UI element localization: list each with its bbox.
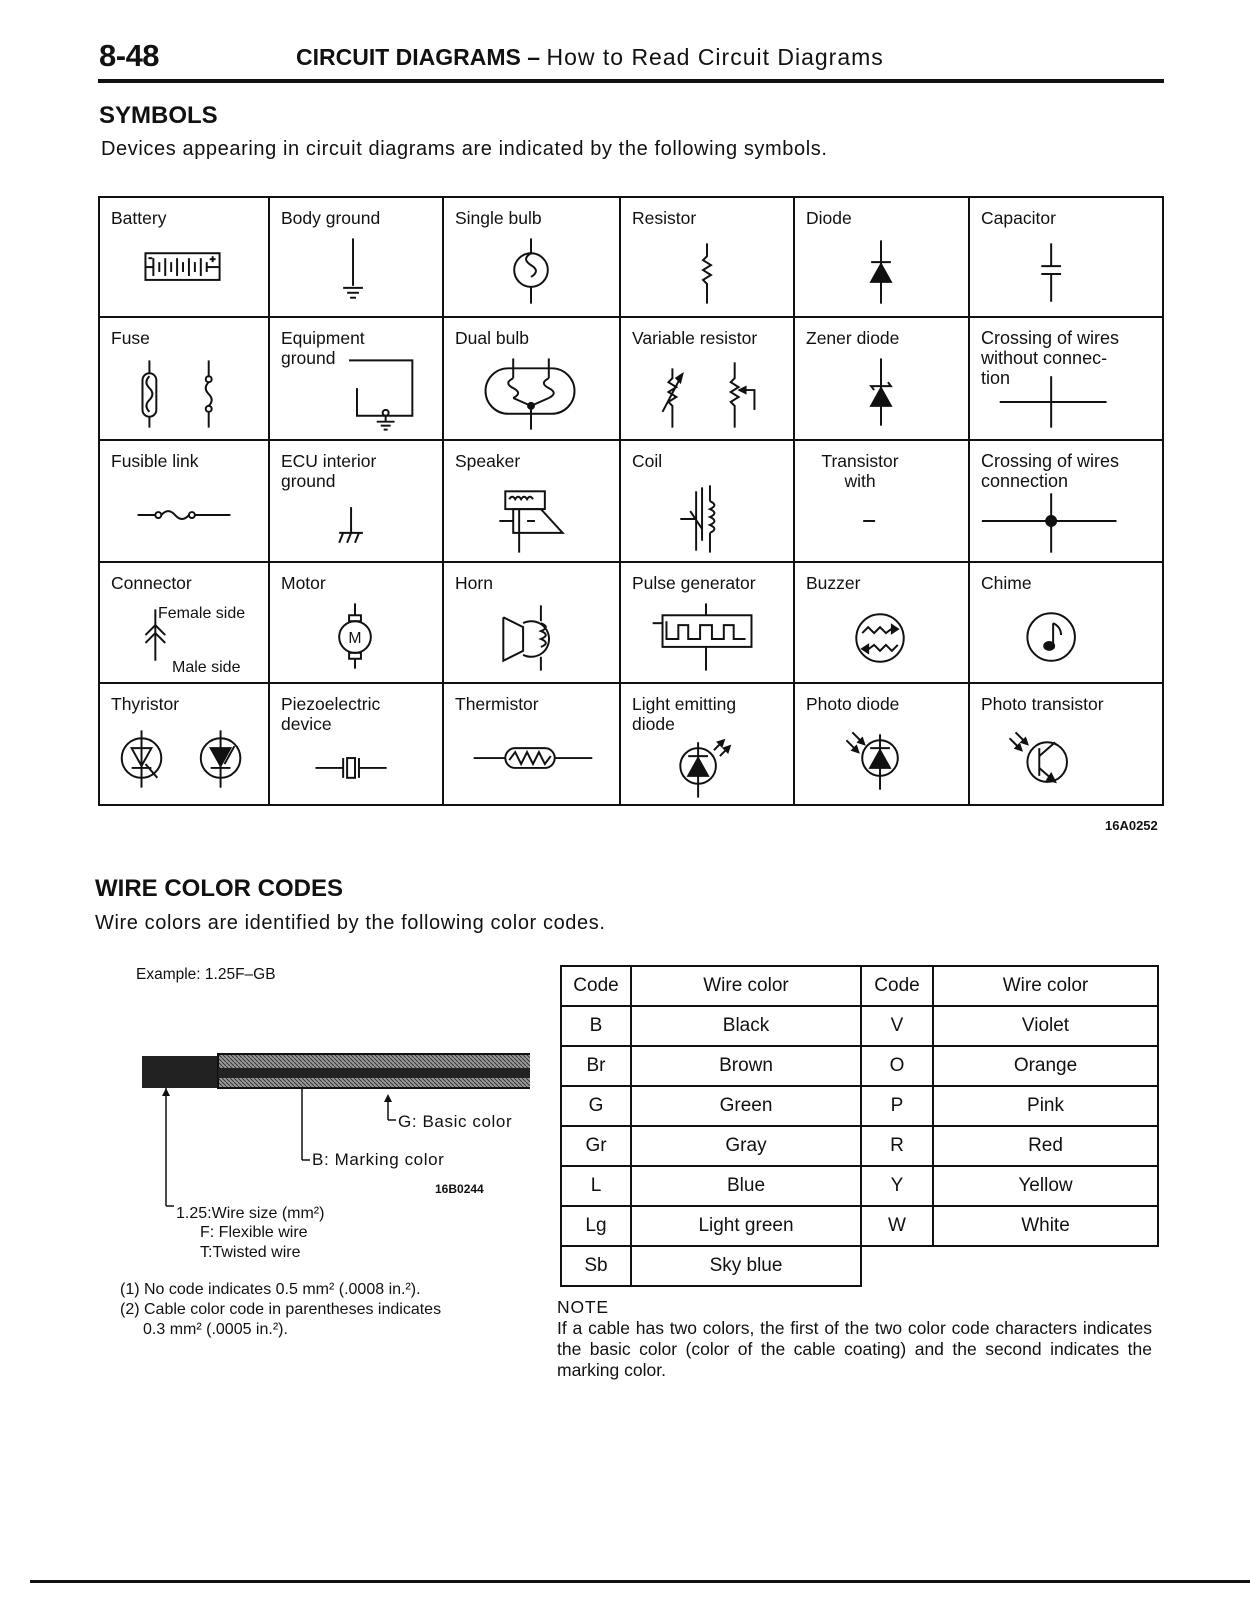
title-dash: – [527, 44, 541, 70]
wire-size-label: 1.25:Wire size (mm²) [176, 1205, 325, 1222]
header-rule [98, 79, 1164, 83]
color-code: Gr [561, 1126, 631, 1166]
chime-icon [970, 563, 1162, 681]
color-code: B [561, 1006, 631, 1046]
empty-cell [861, 1246, 933, 1286]
symbol-cell-body-ground [269, 197, 443, 317]
symbol-cell-transistor [794, 440, 969, 562]
horn-icon [444, 563, 619, 681]
symbol-cell-fusible-link [99, 440, 269, 562]
wire-example: Example: 1.25F–GB [136, 966, 276, 983]
color-name: Light green [631, 1206, 861, 1246]
coil-icon [621, 441, 793, 561]
equipment-ground-icon [270, 318, 442, 438]
wire-codes-intro: Wire colors are identified by the following color codes. [95, 912, 606, 934]
wire-codes-heading: WIRE COLOR CODES [95, 875, 344, 902]
resistor-icon [621, 198, 793, 316]
transistor-icon [795, 441, 968, 561]
color-code: W [861, 1206, 933, 1246]
wire-crossing-icon [970, 318, 1162, 438]
color-name: Brown [631, 1046, 861, 1086]
thyristor-icon [100, 684, 268, 804]
symbol-label: Piezoelectric device [281, 693, 381, 734]
section-subtitle: How to Read Circuit Diagrams [546, 44, 884, 70]
symbol-label: Photo transistor [981, 693, 1104, 714]
pulse-generator-icon [621, 563, 793, 681]
fuse-icon [100, 318, 268, 438]
color-name: Blue [631, 1166, 861, 1206]
symbol-cell-capacitor [969, 197, 1163, 317]
symbol-label: Crossing of wires connection [981, 450, 1120, 491]
symbols-heading: SYMBOLS [99, 102, 218, 129]
symbol-cell-ecu-ground [269, 440, 443, 562]
twisted-wire-label: T:Twisted wire [200, 1244, 301, 1261]
connector-icon [100, 563, 268, 681]
table-header: Wire color [631, 966, 861, 1006]
symbol-label: Thyristor [111, 693, 180, 714]
zener-diode-icon [795, 318, 968, 438]
wire-junction-icon [970, 441, 1162, 561]
symbol-label: Fuse [111, 328, 150, 349]
symbol-label: Buzzer [806, 573, 861, 594]
color-code: Br [561, 1046, 631, 1086]
page-number: 8-48 [99, 38, 160, 73]
color-code: O [861, 1046, 933, 1086]
symbol-label: Coil [632, 450, 663, 471]
symbol-label: Zener diode [806, 328, 900, 349]
symbol-cell-chime [969, 562, 1163, 682]
battery-icon [100, 198, 268, 316]
symbol-label: Chime [981, 573, 1032, 594]
symbol-label: Diode [806, 208, 852, 228]
color-name: Green [631, 1086, 861, 1126]
symbol-cell-fuse [99, 317, 269, 439]
thermistor-icon [444, 684, 619, 804]
photo-transistor-icon [970, 684, 1162, 804]
symbol-cell-horn [443, 562, 620, 682]
note-title: NOTE [557, 1297, 609, 1317]
flexible-wire-label: F: Flexible wire [200, 1224, 308, 1241]
table-row [561, 1086, 1158, 1126]
single-bulb-icon [444, 198, 619, 316]
symbol-cell-coil [620, 440, 794, 562]
symbol-label: Capacitor [981, 208, 1056, 228]
symbol-label: Crossing of wires without connec- tion [981, 328, 1120, 389]
symbol-label: Light emitting diode [632, 693, 737, 734]
symbol-cell-resistor [620, 197, 794, 317]
symbol-label: Single bulb [455, 208, 542, 228]
basic-color-label: G: Basic color [398, 1112, 513, 1131]
note-text: If a cable has two colors, the first of the two color code characters indicates the basic color (color of the cable coating) and the second indicates the marking color. [557, 1318, 1152, 1380]
table-row [561, 1126, 1158, 1166]
symbol-cell-zener-diode [794, 317, 969, 439]
symbol-cell-variable-resistor [620, 317, 794, 439]
color-name: Pink [933, 1086, 1158, 1126]
symbol-label: Variable resistor [632, 328, 758, 349]
table-row [561, 1246, 1158, 1286]
symbol-cell-thermistor [443, 683, 620, 805]
symbol-cell-dual-bulb [443, 317, 620, 439]
diode-icon [795, 198, 968, 316]
symbol-label: Speaker [455, 450, 521, 471]
footnote-2-cont: 0.3 mm² (.0005 in.²). [143, 1321, 288, 1338]
symbol-cell-connector [99, 562, 269, 682]
color-code: R [861, 1126, 933, 1166]
symbol-label: Resistor [632, 208, 697, 228]
symbol-label: Battery [111, 208, 167, 228]
symbol-cell-piezoelectric [269, 683, 443, 805]
capacitor-icon [970, 198, 1162, 316]
fusible-link-icon [100, 441, 268, 561]
symbol-cell-motor [269, 562, 443, 682]
table-row [561, 1166, 1158, 1206]
symbol-cell-equipment-ground [269, 317, 443, 439]
symbol-label: ECU interior ground [281, 450, 377, 491]
table-header: Code [861, 966, 933, 1006]
buzzer-icon [795, 563, 968, 681]
connector-female-label: Female side [158, 605, 246, 623]
color-name: Yellow [933, 1166, 1158, 1206]
wire-color-table [560, 965, 1159, 1287]
symbol-cell-photo-transistor [969, 683, 1163, 805]
symbol-cell-thyristor [99, 683, 269, 805]
color-code: Y [861, 1166, 933, 1206]
color-name: Orange [933, 1046, 1158, 1086]
symbols-figure-id: 16A0252 [1105, 818, 1158, 833]
symbol-cell-photo-diode [794, 683, 969, 805]
symbol-cell-buzzer [794, 562, 969, 682]
motor-icon [270, 563, 442, 681]
symbol-label: Body ground [281, 208, 381, 228]
symbol-label: Equipment ground [281, 328, 365, 369]
color-code: Sb [561, 1246, 631, 1286]
color-name: Black [631, 1006, 861, 1046]
variable-resistor-icon [621, 318, 793, 438]
color-code: Lg [561, 1206, 631, 1246]
symbol-cell-speaker [443, 440, 620, 562]
table-row [561, 1206, 1158, 1246]
symbol-cell-diode [794, 197, 969, 317]
speaker-icon [444, 441, 619, 561]
symbol-label: Transistor with [821, 450, 899, 491]
empty-cell [933, 1246, 1158, 1286]
wire-figure-id: 16B0244 [435, 1182, 484, 1196]
symbol-label: Fusible link [111, 450, 199, 471]
symbol-cell-led [620, 683, 794, 805]
symbol-cell-pulse-generator [620, 562, 794, 682]
symbol-label: Thermistor [455, 693, 539, 714]
symbol-cell-single-bulb [443, 197, 620, 317]
table-header: Wire color [933, 966, 1158, 1006]
table-row [561, 1006, 1158, 1046]
symbol-cell-crossing-no-connection [969, 317, 1163, 439]
color-name: Red [933, 1126, 1158, 1166]
svg-text:M: M [348, 630, 362, 648]
connector-male-label: Male side [172, 659, 241, 677]
symbol-label: Dual bulb [455, 328, 529, 349]
table-header-row [561, 966, 1158, 1006]
symbol-label: Motor [281, 573, 326, 594]
color-name: White [933, 1206, 1158, 1246]
color-name: Sky blue [631, 1246, 861, 1286]
color-name: Gray [631, 1126, 861, 1166]
dual-bulb-icon [444, 318, 619, 438]
ecu-ground-icon [270, 441, 442, 561]
symbol-label: Horn [455, 573, 493, 594]
symbol-cell-crossing-connection [969, 440, 1163, 562]
section-title: CIRCUIT DIAGRAMS [296, 44, 521, 70]
symbol-label: Connector [111, 573, 192, 594]
footnote-2: (2) Cable color code in parentheses indicates [120, 1301, 442, 1318]
symbol-label: Photo diode [806, 693, 900, 714]
symbols-intro: Devices appearing in circuit diagrams are indicated by the following symbols. [101, 138, 828, 160]
led-icon [621, 684, 793, 804]
body-ground-icon [270, 198, 442, 316]
footnote-1: (1) No code indicates 0.5 mm² (.0008 in.²). [120, 1281, 421, 1298]
marking-color-label: B: Marking color [312, 1150, 445, 1169]
symbol-label: Pulse generator [632, 573, 756, 594]
color-code: P [861, 1086, 933, 1126]
color-code: G [561, 1086, 631, 1126]
color-name: Violet [933, 1006, 1158, 1046]
footer-rule [30, 1580, 1250, 1583]
table-header: Code [561, 966, 631, 1006]
color-code: V [861, 1006, 933, 1046]
symbol-cell-battery [99, 197, 269, 317]
piezoelectric-icon [270, 684, 442, 804]
photo-diode-icon [795, 684, 968, 804]
symbols-table [98, 196, 1164, 806]
page-title [296, 44, 884, 71]
color-code: L [561, 1166, 631, 1206]
table-row [561, 1046, 1158, 1086]
